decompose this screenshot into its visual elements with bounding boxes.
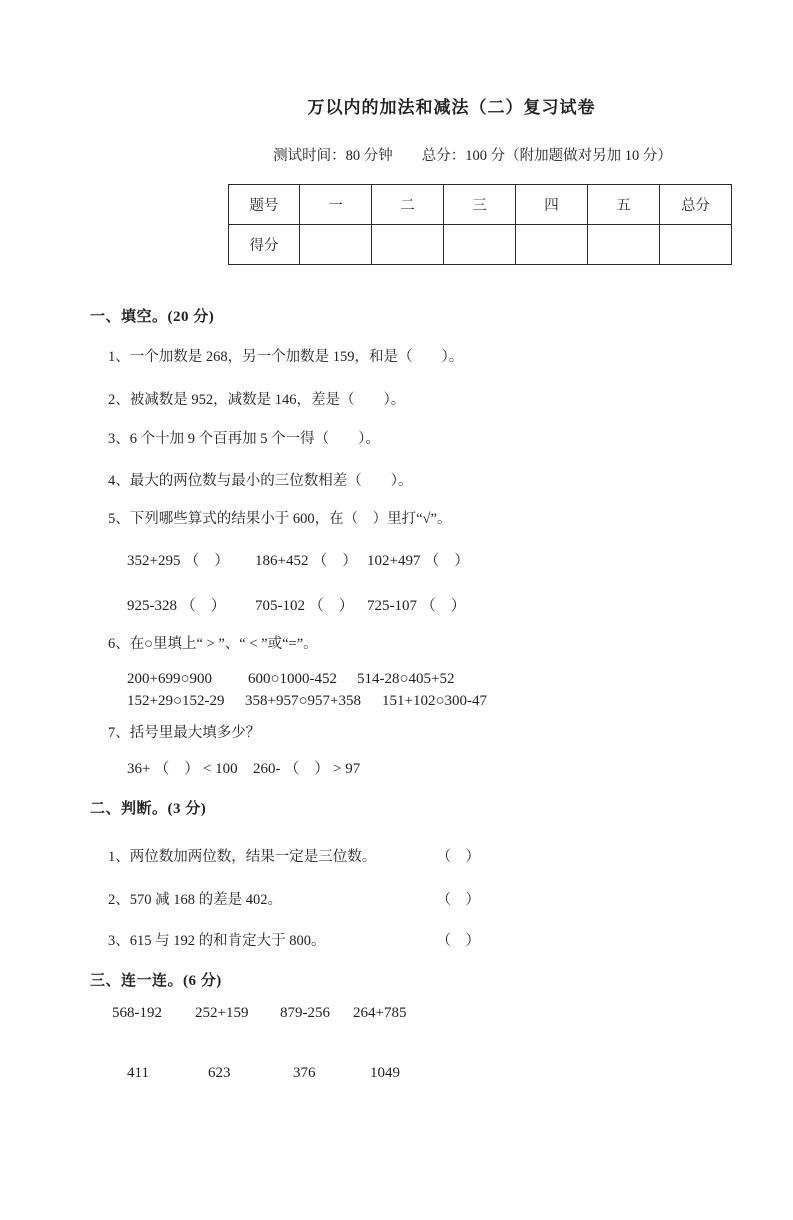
q6-item-6: 151+102○300-47 — [382, 693, 488, 709]
q5-option-3: 102+497 （ ） — [367, 553, 470, 569]
match-answers-row — [127, 1063, 793, 1083]
judge-statement-1: 1、两位数加两位数，结果一定是三位数。 — [108, 849, 377, 865]
fill-question-2: 2、被减数是 952，减数是 146，差是（ ）。 — [108, 392, 406, 408]
score-cell-total — [660, 225, 732, 265]
score-cell-1 — [300, 225, 372, 265]
q6-item-2: 600○1000-452 — [248, 671, 338, 687]
q7-item-1: 36+ （ ） < 100 — [127, 761, 238, 777]
match-answer-2: 623 — [208, 1065, 231, 1081]
paper-meta: 测试时间：80 分钟 总分：100 分（附加题做对另加 10 分） — [273, 148, 672, 164]
fill-question-3: 3、6 个十加 9 个百再加 5 个一得（ ）。 — [108, 431, 380, 447]
match-expression-3: 879-256 — [280, 1005, 330, 1021]
fill-question-7: 7、括号里最大填多少？ — [108, 725, 261, 741]
question-7-items-row — [127, 759, 793, 779]
question-6-items-row-2 — [127, 691, 793, 711]
fill-question-6: 6、在○里填上“ > ”、“ < ”或“=”。 — [108, 636, 318, 652]
q6-item-4: 152+29○152-29 — [127, 693, 225, 709]
q5-option-1: 352+295 （ ） — [127, 553, 230, 569]
score-table — [228, 184, 732, 265]
match-expression-4: 264+785 — [353, 1005, 407, 1021]
judge-row-1 — [108, 847, 480, 867]
score-cell-2 — [372, 225, 444, 265]
match-answer-1: 411 — [127, 1065, 149, 1081]
section-2-heading: 二、判断。(3 分) — [90, 801, 207, 817]
q7-item-2: 260- （ ） > 97 — [253, 761, 361, 777]
score-table-col-5: 五 — [588, 185, 660, 225]
score-cell-4 — [516, 225, 588, 265]
score-table-col-4: 四 — [516, 185, 588, 225]
question-6-items-row-1 — [127, 669, 793, 689]
judge-row-3 — [108, 931, 480, 951]
match-expression-1: 568-192 — [112, 1005, 162, 1021]
paper-title: 万以内的加法和减法（二）复习试卷 — [307, 98, 596, 117]
judge-answer-blank-1: （ ） — [436, 849, 480, 865]
fill-question-1: 1、一个加数是 268，另一个加数是 159，和是（ ）。 — [108, 349, 464, 365]
q6-item-3: 514-28○405+52 — [357, 671, 455, 687]
test-paper-page — [0, 98, 793, 1220]
q6-item-5: 358+957○957+358 — [245, 693, 361, 709]
score-table-col-1: 一 — [300, 185, 372, 225]
match-answer-4: 1049 — [370, 1065, 400, 1081]
score-table-corner-label: 题号 — [229, 185, 300, 225]
judge-answer-blank-3: （ ） — [436, 933, 480, 949]
score-table-header-row — [229, 185, 732, 225]
q5-option-5: 705-102 （ ） — [255, 598, 354, 614]
match-expressions-row — [112, 1003, 793, 1023]
score-row-label: 得分 — [229, 225, 300, 265]
judge-row-2 — [108, 890, 480, 910]
q5-option-4: 925-328 （ ） — [127, 598, 226, 614]
judge-statement-2: 2、570 减 168 的差是 402。 — [108, 892, 282, 908]
score-table-score-row — [229, 225, 732, 265]
fill-question-4: 4、最大的两位数与最小的三位数相差（ ）。 — [108, 473, 413, 489]
fill-question-5: 5、下列哪些算式的结果小于 600，在（ ）里打“√”。 — [108, 511, 452, 527]
judge-statement-3: 3、615 与 192 的和肯定大于 800。 — [108, 933, 326, 949]
score-cell-3 — [444, 225, 516, 265]
q5-option-2: 186+452 （ ） — [255, 553, 358, 569]
question-5-options-row-2 — [127, 596, 793, 616]
question-5-options-row-1 — [127, 551, 793, 571]
judge-answer-blank-2: （ ） — [436, 892, 480, 908]
score-table-col-2: 二 — [372, 185, 444, 225]
section-1-heading: 一、填空。(20 分) — [90, 309, 215, 325]
section-3-heading: 三、连一连。(6 分) — [90, 973, 222, 989]
q6-item-1: 200+699○900 — [127, 671, 213, 687]
match-expression-2: 252+159 — [195, 1005, 249, 1021]
score-cell-5 — [588, 225, 660, 265]
q5-option-6: 725-107 （ ） — [367, 598, 466, 614]
score-table-col-3: 三 — [444, 185, 516, 225]
match-answer-3: 376 — [293, 1065, 316, 1081]
score-table-col-total: 总分 — [660, 185, 732, 225]
